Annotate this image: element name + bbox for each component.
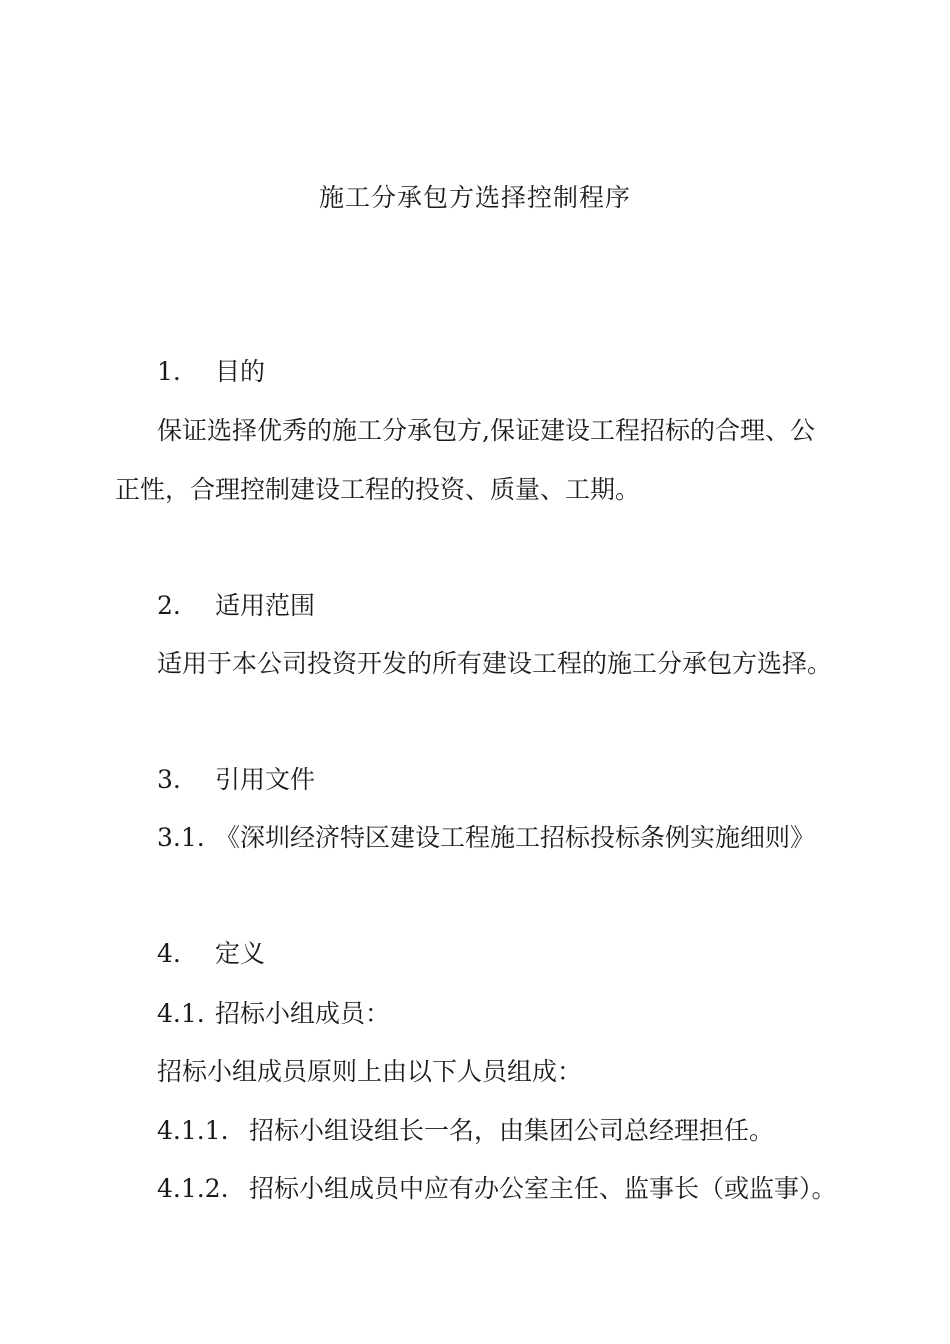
section-number: 4. — [157, 939, 181, 968]
section-title: 适用范围 — [215, 591, 316, 620]
section-2-heading — [157, 588, 315, 624]
section-4-1-2-item — [157, 1171, 837, 1207]
item-number: 4.1.2. — [157, 1174, 229, 1203]
item-text: 招标小组设组长一名，由集团公司总经理担任。 — [249, 1116, 775, 1145]
sub-number: 4.1. — [157, 999, 205, 1028]
section-2-body: 适用于本公司投资开发的所有建设工程的施工分承包方选择。 — [157, 649, 833, 678]
item-text: 招标小组成员中应有办公室主任、监事长（或监事）。 — [249, 1174, 837, 1203]
section-title: 目的 — [215, 357, 266, 386]
section-number: 2. — [157, 591, 181, 620]
section-1-heading — [157, 354, 265, 390]
section-4-1-heading — [157, 996, 390, 1032]
item-text: 《深圳经济特区建设工程施工招标投标条例实施细则》 — [215, 823, 816, 852]
item-number: 3.1. — [157, 823, 205, 852]
document-title: 施工分承包方选择控制程序 — [318, 183, 631, 212]
section-3-item-1 — [157, 820, 815, 856]
item-number: 4.1.1. — [157, 1116, 229, 1145]
section-3-heading — [157, 762, 315, 798]
section-number: 1. — [157, 357, 181, 386]
section-title: 引用文件 — [215, 765, 316, 794]
section-title: 定义 — [215, 939, 266, 968]
sub-title: 招标小组成员： — [215, 999, 391, 1028]
section-4-1-1-item — [157, 1113, 774, 1149]
section-number: 3. — [157, 765, 181, 794]
section-4-heading — [157, 936, 265, 972]
section-4-1-intro: 招标小组成员原则上由以下人员组成： — [157, 1057, 583, 1086]
section-1-body-line-1: 保证选择优秀的施工分承包方,保证建设工程招标的合理、公 — [157, 416, 815, 445]
section-1-body-line-2: 正性，合理控制建设工程的投资、质量、工期。 — [115, 475, 641, 504]
